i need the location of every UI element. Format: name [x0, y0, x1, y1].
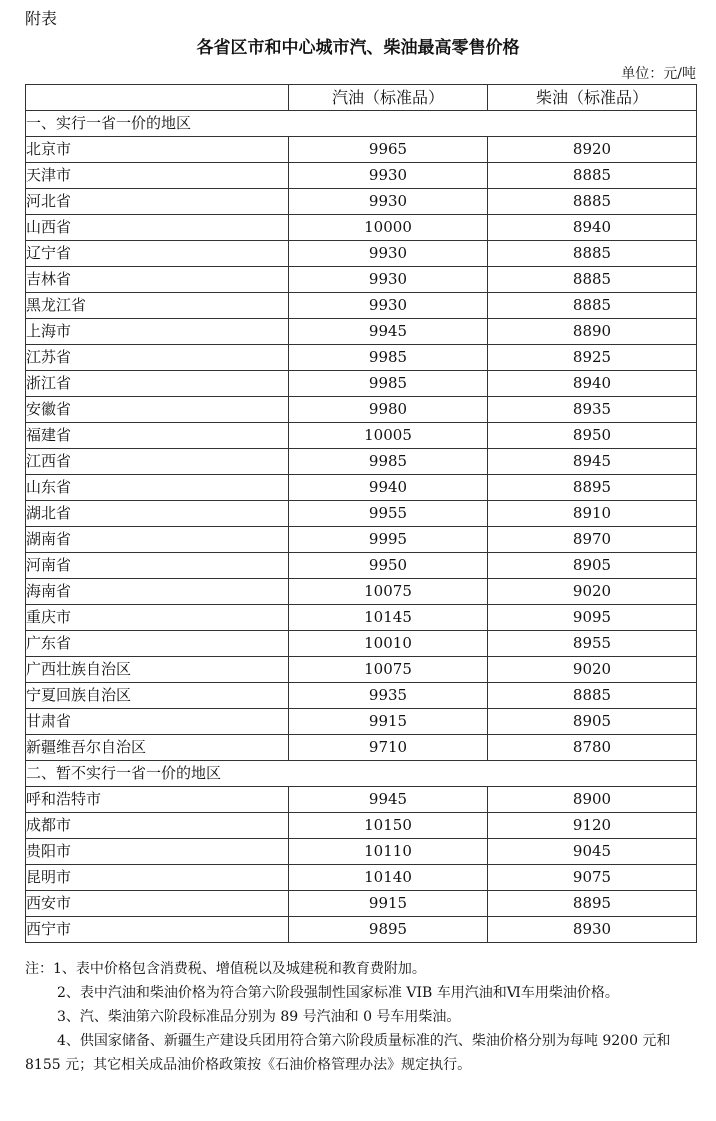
page-title: 各省区市和中心城市汽、柴油最高零售价格 — [196, 38, 520, 58]
region-cell: 黑龙江省 — [26, 293, 289, 319]
note-1: 注：1、表中价格包含消费税、增值税以及城建税和教育费附加。 — [25, 961, 426, 977]
region-cell: 成都市 — [26, 813, 289, 839]
region-cell: 贵阳市 — [26, 839, 289, 865]
gasoline-price-cell: 10010 — [289, 631, 488, 657]
gasoline-price-cell: 9930 — [289, 293, 488, 319]
table-row — [26, 839, 697, 865]
diesel-price-cell: 8885 — [488, 267, 697, 293]
diesel-price-cell: 9120 — [488, 813, 697, 839]
diesel-price-cell: 8950 — [488, 423, 697, 449]
diesel-price-cell: 8900 — [488, 787, 697, 813]
diesel-price-cell: 8885 — [488, 163, 697, 189]
section-label: 二、暂不实行一省一价的地区 — [26, 761, 697, 787]
diesel-price-cell: 8905 — [488, 709, 697, 735]
region-cell: 新疆维吾尔自治区 — [26, 735, 289, 761]
gasoline-price-cell: 10140 — [289, 865, 488, 891]
table-row — [26, 657, 697, 683]
region-cell: 广东省 — [26, 631, 289, 657]
table-row — [26, 475, 697, 501]
notes — [25, 957, 696, 1077]
diesel-price-cell: 8885 — [488, 293, 697, 319]
gasoline-price-cell: 9950 — [289, 553, 488, 579]
table-row — [26, 137, 697, 163]
region-cell: 江苏省 — [26, 345, 289, 371]
region-cell: 海南省 — [26, 579, 289, 605]
table-row — [26, 631, 697, 657]
price-table — [25, 84, 697, 943]
diesel-price-cell: 8895 — [488, 475, 697, 501]
table-row — [26, 917, 697, 943]
column-header-region — [26, 85, 289, 111]
diesel-price-cell: 8910 — [488, 501, 697, 527]
note-2: 2、表中汽油和柴油价格为符合第六阶段强制性国家标准 VIB 车用汽油和Ⅵ车用柴油价格。 — [57, 985, 619, 1001]
gasoline-price-cell: 9915 — [289, 709, 488, 735]
table-row — [26, 189, 697, 215]
table-row — [26, 267, 697, 293]
table-row — [26, 605, 697, 631]
gasoline-price-cell: 9930 — [289, 267, 488, 293]
diesel-price-cell: 8905 — [488, 553, 697, 579]
diesel-price-cell: 8930 — [488, 917, 697, 943]
table-row — [26, 813, 697, 839]
region-cell: 辽宁省 — [26, 241, 289, 267]
region-cell: 浙江省 — [26, 371, 289, 397]
gasoline-price-cell: 9985 — [289, 371, 488, 397]
gasoline-price-cell: 9935 — [289, 683, 488, 709]
table-body — [26, 111, 697, 943]
diesel-price-cell: 8940 — [488, 215, 697, 241]
diesel-price-cell: 8885 — [488, 189, 697, 215]
diesel-price-cell: 8780 — [488, 735, 697, 761]
diesel-price-cell: 8895 — [488, 891, 697, 917]
gasoline-price-cell: 9985 — [289, 449, 488, 475]
table-row — [26, 553, 697, 579]
diesel-price-cell: 8890 — [488, 319, 697, 345]
gasoline-price-cell: 9710 — [289, 735, 488, 761]
table-row — [26, 293, 697, 319]
table-row — [26, 449, 697, 475]
table-row — [26, 345, 697, 371]
gasoline-price-cell: 9945 — [289, 787, 488, 813]
gasoline-price-cell: 9995 — [289, 527, 488, 553]
region-cell: 湖南省 — [26, 527, 289, 553]
section-row — [26, 111, 697, 137]
gasoline-price-cell: 10075 — [289, 579, 488, 605]
table-row — [26, 865, 697, 891]
table-row — [26, 163, 697, 189]
region-cell: 呼和浩特市 — [26, 787, 289, 813]
table-row — [26, 891, 697, 917]
region-cell: 昆明市 — [26, 865, 289, 891]
gasoline-price-cell: 9895 — [289, 917, 488, 943]
region-cell: 吉林省 — [26, 267, 289, 293]
gasoline-price-cell: 9980 — [289, 397, 488, 423]
table-header-row — [26, 85, 697, 111]
region-cell: 湖北省 — [26, 501, 289, 527]
region-cell: 北京市 — [26, 137, 289, 163]
table-row — [26, 683, 697, 709]
region-cell: 山西省 — [26, 215, 289, 241]
gasoline-price-cell: 9930 — [289, 163, 488, 189]
region-cell: 河南省 — [26, 553, 289, 579]
diesel-price-cell: 8925 — [488, 345, 697, 371]
table-row — [26, 787, 697, 813]
diesel-price-cell: 8940 — [488, 371, 697, 397]
gasoline-price-cell: 9955 — [289, 501, 488, 527]
region-cell: 安徽省 — [26, 397, 289, 423]
gasoline-price-cell: 9965 — [289, 137, 488, 163]
diesel-price-cell: 8955 — [488, 631, 697, 657]
column-header-gasoline: 汽油（标准品） — [289, 85, 488, 111]
note-4: 4、供国家储备、新疆生产建设兵团用符合第六阶段质量标准的汽、柴油价格分别为每吨 9200 元和 8155 元；其它相关成品油价格政策按《石油价格管理办法》规定执行。 — [25, 1033, 671, 1073]
gasoline-price-cell: 9915 — [289, 891, 488, 917]
table-row — [26, 501, 697, 527]
section-label: 一、实行一省一价的地区 — [26, 111, 697, 137]
region-cell: 重庆市 — [26, 605, 289, 631]
gasoline-price-cell: 9945 — [289, 319, 488, 345]
gasoline-price-cell: 9940 — [289, 475, 488, 501]
region-cell: 宁夏回族自治区 — [26, 683, 289, 709]
gasoline-price-cell: 10150 — [289, 813, 488, 839]
section-row — [26, 761, 697, 787]
diesel-price-cell: 8935 — [488, 397, 697, 423]
table-row — [26, 709, 697, 735]
diesel-price-cell: 9020 — [488, 657, 697, 683]
table-row — [26, 423, 697, 449]
gasoline-price-cell: 9930 — [289, 241, 488, 267]
gasoline-price-cell: 10145 — [289, 605, 488, 631]
diesel-price-cell: 9095 — [488, 605, 697, 631]
region-cell: 河北省 — [26, 189, 289, 215]
gasoline-price-cell: 9930 — [289, 189, 488, 215]
region-cell: 上海市 — [26, 319, 289, 345]
appendix-label: 附表 — [25, 9, 58, 28]
table-row — [26, 527, 697, 553]
table-row — [26, 397, 697, 423]
region-cell: 甘肃省 — [26, 709, 289, 735]
diesel-price-cell: 8920 — [488, 137, 697, 163]
note-3: 3、汽、柴油第六阶段标准品分别为 89 号汽油和 0 号车用柴油。 — [57, 1009, 461, 1025]
region-cell: 西宁市 — [26, 917, 289, 943]
diesel-price-cell: 9045 — [488, 839, 697, 865]
diesel-price-cell: 8885 — [488, 683, 697, 709]
gasoline-price-cell: 10005 — [289, 423, 488, 449]
diesel-price-cell: 8970 — [488, 527, 697, 553]
gasoline-price-cell: 10000 — [289, 215, 488, 241]
region-cell: 山东省 — [26, 475, 289, 501]
region-cell: 江西省 — [26, 449, 289, 475]
region-cell: 广西壮族自治区 — [26, 657, 289, 683]
table-row — [26, 215, 697, 241]
column-header-diesel: 柴油（标准品） — [488, 85, 697, 111]
diesel-price-cell: 8945 — [488, 449, 697, 475]
diesel-price-cell: 8885 — [488, 241, 697, 267]
gasoline-price-cell: 10075 — [289, 657, 488, 683]
diesel-price-cell: 9020 — [488, 579, 697, 605]
unit-label: 单位：元/吨 — [621, 66, 696, 82]
gasoline-price-cell: 10110 — [289, 839, 488, 865]
region-cell: 西安市 — [26, 891, 289, 917]
region-cell: 天津市 — [26, 163, 289, 189]
table-row — [26, 579, 697, 605]
table-row — [26, 319, 697, 345]
table-row — [26, 241, 697, 267]
table-row — [26, 371, 697, 397]
region-cell: 福建省 — [26, 423, 289, 449]
gasoline-price-cell: 9985 — [289, 345, 488, 371]
diesel-price-cell: 9075 — [488, 865, 697, 891]
table-row — [26, 735, 697, 761]
